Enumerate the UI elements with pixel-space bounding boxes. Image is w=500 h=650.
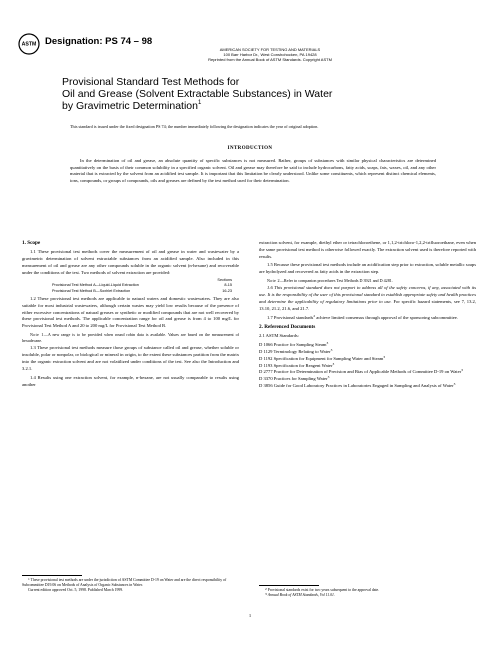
- document-title: [62, 76, 442, 112]
- paragraph-1-1: 1.1 These provisional test methods cover the measurement of oil and grease in water and wastewater by a gravimetric determination of solvent extractable substances from an acidified sample. Also included in this measurement of oil and grease are any other compounds soluble in the organic solvent (n-hexane) and recoverable under the conditions of the test. Two methods of solvent extraction are provided:: [22, 248, 239, 275]
- society-name: AMERICAN SOCIETY FOR TESTING AND MATERIALS: [219, 47, 321, 52]
- reference-text: D 1066 Practice for Sampling Steam: [259, 341, 327, 347]
- footnote-3-text: Annual Book of ASTM Standards, Vol 11.01.: [267, 593, 335, 597]
- title-line-3: [62, 100, 442, 112]
- reference-footnote-mark: 3: [326, 340, 329, 345]
- footnote-divider: [22, 575, 82, 576]
- method-sections: 16-23: [222, 288, 232, 293]
- reference-footnote-mark: 3: [383, 354, 386, 359]
- introduction-paragraph: In the determination of oil and grease, an absolute quantity of specific substances is not measured. Rather, groups of substances with similar physical characteristics are determined quantitatively on the basis of their common solubility in a specified organic solvent. Oil and grease may therefore be said to include hydrocarbons, fatty acids, soaps, fats, waxes, oil, and any other material that is extracted by the solvent from an acidified test sample. It is important that this limitation be clearly understood. Unlike some constituents, which represent distinct chemical elements, ions, compounds, or groups of compounds, oils and greases are defined by the test method used for their determination.: [70, 158, 436, 183]
- footnote-1-text: These provisional test methods are under the jurisdiction of ASTM Committee D-19 on Water and are the direct responsibility of Subcommittee D19.06 on Methods of Analysis of Organic Substances in Water.: [22, 578, 227, 587]
- method-sections: 8-15: [224, 283, 232, 288]
- note-1-label: Note 1: [30, 331, 44, 337]
- method-name: Provisional Test Method B—Soxhlet Extraction: [52, 288, 131, 293]
- reference-footnote-mark: 3: [327, 375, 330, 380]
- hazard-reference: For specific hazard statements, see 7, 13.2, 13.10, 21.2, 21.6, and 21.7.: [259, 299, 476, 312]
- left-footnotes: [22, 572, 239, 593]
- reference-text: D 3370 Practices for Sampling Water: [259, 376, 328, 382]
- title-line-3-text: by Gravimetric Determination: [62, 100, 198, 112]
- right-footnotes: [259, 582, 476, 598]
- paragraph-1-7-rest: achieve limited consensus through approval of the sponsoring subcommittee.: [315, 314, 458, 320]
- reference-item: [259, 356, 476, 363]
- right-column: [259, 240, 476, 390]
- note-2: [259, 278, 476, 284]
- reference-list: [259, 342, 476, 390]
- footnote-3-mark: 3: [265, 592, 267, 596]
- left-column: [22, 240, 239, 390]
- reference-item: [259, 383, 476, 390]
- paragraph-1-2: 1.2 These provisional test methods are applicable to natural waters and domestic wastewaters. They are also suitable for most industrial wastewaters, although certain wastes may yield low results because of the presence of either excessive concentrations of natural greases or synthetic or modified compounds that are not well recovered by these provisional test methods. The applicable concentration range for oil and grease is from 4 to 100 mg/L for Provisional Test Method A and 20 to 200 mg/L for Provisional Test Method B.: [22, 295, 239, 329]
- introduction-heading: INTRODUCTION: [227, 146, 273, 151]
- reference-text: D 1129 Terminology Relating to Water: [259, 348, 331, 354]
- footnote-3: [259, 593, 476, 598]
- reference-footnote-mark: 3: [453, 382, 456, 387]
- reference-text: D 3856 Guide for Good Laboratory Practices in Laboratories Engaged in Sampling and Analysis of Water: [259, 383, 454, 389]
- current-edition: Current edition approved Oct. 5, 1998. Published March 1999.: [28, 588, 124, 592]
- footnote-2-mark: 2: [265, 587, 267, 591]
- astm-standards-subheading: 2.1 ASTM Standards:: [259, 333, 299, 339]
- footnote-1-mark: 1: [28, 577, 30, 581]
- note-2-text: —Refer to companion procedures Test Methods D 3921 and D 4281.: [279, 277, 393, 283]
- footnotes-left: [22, 578, 239, 593]
- issued-statement: This standard is issued under the fixed designation PS 74; the number immediately following the designation indicates the year of original adoption.: [70, 124, 319, 129]
- reference-footnote-mark: 3: [461, 368, 463, 373]
- reference-text: D 1193 Specification for Reagent Water: [259, 362, 333, 368]
- paragraph-1-6: [259, 285, 476, 313]
- method-row: [52, 289, 232, 294]
- paragraph-1-3: 1.3 These provisional test methods measure those groups of substance called oil and grease, whether soluble or insoluble, polar or nonpolar, or biological or mineral in origin, to the extent these substances partition from the matrix into the organic extraction solvent and are not volatilized under conditions of the test. See also the Introduction and 3.2.1.: [22, 345, 239, 372]
- reference-text: D 1192 Specification for Equipment for Sampling Water and Steam: [259, 355, 384, 361]
- paragraph-1-7-text: 1.7 Provisional standards: [267, 314, 314, 320]
- safety-statement: 1.6 This provisional standard does not purport to address all of the safety concerns, if any, associated with its use. It is the responsibility of the user of this provisional standard to establish appropriate safety and health practices and determine the applicability of regulatory limitations prior to use.: [259, 285, 476, 305]
- scope-heading: 1. Scope: [22, 240, 41, 246]
- logo-text: ASTM: [21, 41, 37, 48]
- footnote-1: [22, 578, 239, 588]
- society-address: 100 Barr Harbor Dr., West Conshohocken, PA 19428: [223, 52, 317, 57]
- title-line-2: Oil and Grease (Solvent Extractable Substances) in Water: [62, 88, 333, 100]
- note-1: [22, 332, 239, 344]
- methods-table: [52, 278, 232, 294]
- reference-footnote-mark: 3: [332, 361, 335, 366]
- footnote-divider: [259, 585, 319, 586]
- paragraph-1-7: [259, 315, 476, 322]
- reference-footnote-mark: 3: [330, 347, 333, 352]
- title-line-1: Provisional Standard Test Methods for: [62, 76, 240, 88]
- society-info: [140, 47, 400, 62]
- method-name: Provisional Test Method A—Liquid-Liquid Extraction: [52, 283, 139, 288]
- society-reprint: Reprinted from the Annual Book of ASTM Standards. Copyright ASTM: [208, 57, 332, 62]
- note-2-label: Note 2: [267, 277, 280, 283]
- astm-logo: [18, 33, 40, 55]
- footnotes-right: [259, 588, 476, 598]
- reference-item: [259, 349, 476, 356]
- paragraph-1-5: 1.5 Because these provisional test methods include an acidification step prior to extraction, soluble metallic soaps are hydrolyzed and recovered as fatty acids in the extraction step.: [259, 262, 476, 275]
- page-number: 1: [248, 613, 252, 618]
- sections-header: Sections: [217, 278, 232, 283]
- reference-item: [259, 342, 476, 349]
- paragraph-1-4-continued: extraction solvent, for example, diethyl ether or tetrachloroethene, or 1,1,2-trichloro-1,2,2-trifluoroethane, even when the same provisional test method is otherwise followed exactly. The extraction solvent used is therefore reported with results.: [259, 240, 476, 259]
- title-footnote-mark: 1: [197, 100, 202, 106]
- reference-text: D 2777 Practice for Determination of Precision and Bias of Applicable Methods of Committee D-19 on Water: [259, 369, 462, 375]
- footnote-2-ref: 2: [313, 313, 316, 318]
- footnote-2-text: Provisional standards exist for two years subsequent to the approval date.: [267, 588, 380, 592]
- referenced-documents-heading: 2. Referenced Documents: [259, 324, 316, 331]
- introduction-text: [70, 158, 436, 184]
- paragraph-1-4: 1.4 Results using one extraction solvent, for example, n-hexane, are not usually comparable to results using another: [22, 374, 239, 387]
- note-1-text: —A new range is to be provided when round robin data is available. Values are based on the measurement of hexadecane.: [22, 331, 239, 343]
- designation: Designation: PS 74 – 98: [45, 36, 153, 47]
